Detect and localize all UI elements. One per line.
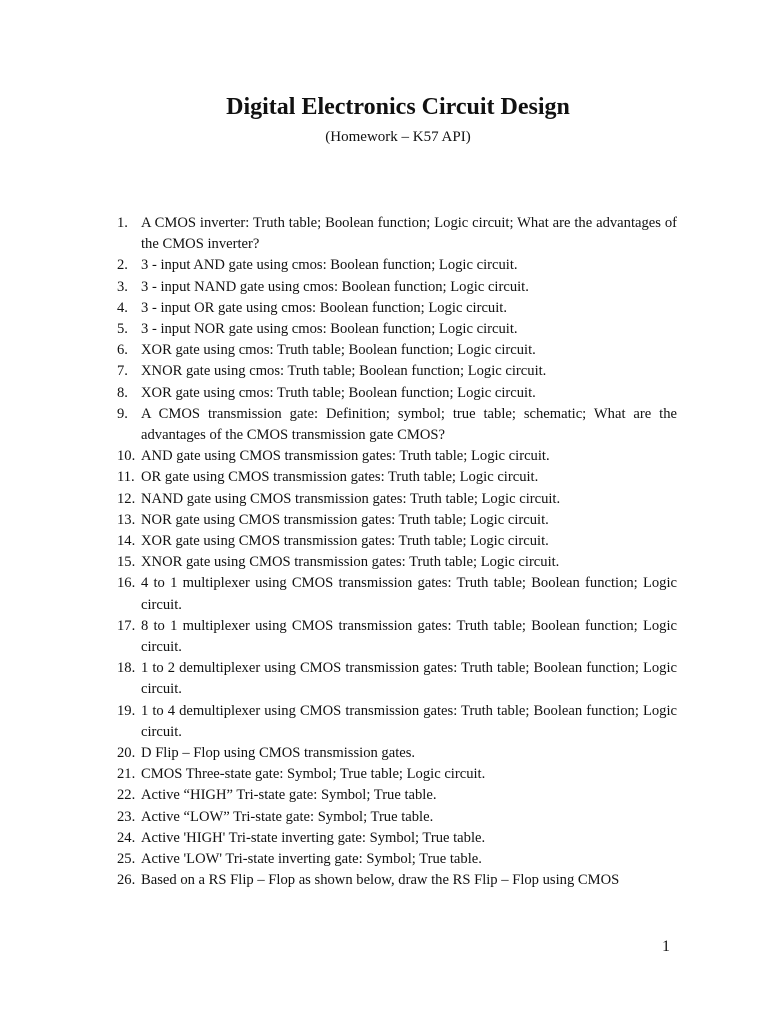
question-item: [117, 807, 677, 828]
question-text: Based on a RS Flip – Flop as shown below, draw the RS Flip – Flop using CMOS: [141, 872, 620, 889]
question-text: 3 - input OR gate using cmos: Boolean function; Logic circuit.: [141, 299, 507, 316]
question-number: 15.: [117, 554, 136, 571]
question-number: 21.: [117, 766, 136, 783]
page-number: 1: [662, 938, 670, 955]
question-item: [117, 361, 677, 382]
question-number: 10.: [117, 448, 136, 465]
question-item: [117, 383, 677, 404]
question-item: [117, 870, 677, 891]
question-text: Active “HIGH” Tri-state gate: Symbol; True table.: [141, 787, 437, 804]
question-text: 1 to 2 demultiplexer using CMOS transmission gates: Truth table; Boolean function; Logic circuit.: [141, 660, 677, 698]
question-text: XOR gate using CMOS transmission gates: Truth table; Logic circuit.: [141, 533, 549, 550]
question-number: 6.: [117, 342, 128, 359]
question-number: 22.: [117, 787, 136, 804]
question-text: XOR gate using cmos: Truth table; Boolean function; Logic circuit.: [141, 384, 536, 401]
question-number: 14.: [117, 533, 136, 550]
question-text: 1 to 4 demultiplexer using CMOS transmission gates: Truth table; Boolean function; Logic circuit.: [141, 702, 677, 740]
question-text: NAND gate using CMOS transmission gates: Truth table; Logic circuit.: [141, 490, 561, 507]
question-item: [117, 552, 677, 573]
question-number: 7.: [117, 363, 128, 380]
question-number: 19.: [117, 702, 136, 719]
question-item: [117, 340, 677, 361]
question-item: [117, 319, 677, 340]
question-text: 8 to 1 multiplexer using CMOS transmission gates: Truth table; Boolean function; Logic circuit.: [141, 617, 677, 656]
question-item: [117, 255, 677, 276]
question-item: [117, 785, 677, 806]
question-item: [117, 298, 677, 319]
question-item: [117, 446, 677, 467]
question-item: [117, 658, 677, 700]
question-number: 11.: [117, 469, 135, 486]
question-text: XOR gate using cmos: Truth table; Boolean function; Logic circuit.: [141, 342, 536, 359]
question-item: [117, 573, 677, 615]
question-number: 8.: [117, 384, 128, 401]
question-item: [117, 467, 677, 488]
question-text: CMOS Three-state gate: Symbol; True table; Logic circuit.: [141, 766, 486, 783]
question-number: 18.: [117, 660, 136, 677]
question-item: [117, 277, 677, 298]
question-item: [117, 701, 677, 743]
question-text: 3 - input NOR gate using cmos: Boolean function; Logic circuit.: [141, 321, 518, 338]
question-text: Active 'LOW' Tri-state inverting gate: Symbol; True table.: [141, 851, 482, 868]
question-text: XNOR gate using CMOS transmission gates: Truth table; Logic circuit.: [141, 554, 560, 571]
question-text: OR gate using CMOS transmission gates: Truth table; Logic circuit.: [141, 469, 539, 486]
question-item: [117, 213, 677, 255]
question-number: 23.: [117, 808, 136, 825]
question-list: [117, 213, 677, 892]
document-subtitle: (Homework – K57 API): [325, 129, 471, 145]
question-number: 25.: [117, 851, 136, 868]
question-text: A CMOS inverter: Truth table; Boolean function; Logic circuit; What are the advantages of the CMOS inverter?: [141, 215, 677, 253]
question-item: [117, 531, 677, 552]
question-item: [117, 828, 677, 849]
question-text: 4 to 1 multiplexer using CMOS transmission gates: Truth table; Boolean function; Logic circuit.: [141, 575, 677, 613]
question-number: 9.: [117, 405, 128, 422]
question-number: 12.: [117, 490, 136, 507]
question-number: 2.: [117, 257, 128, 274]
question-text: NOR gate using CMOS transmission gates: Truth table; Logic circuit.: [141, 511, 549, 528]
question-item: [117, 489, 677, 510]
question-text: Active 'HIGH' Tri-state inverting gate: Symbol; True table.: [141, 829, 486, 846]
question-text: 3 - input NAND gate using cmos: Boolean function; Logic circuit.: [141, 278, 529, 295]
question-number: 1.: [117, 215, 128, 231]
question-item: [117, 404, 677, 446]
question-item: [117, 743, 677, 764]
question-text: 3 - input AND gate using cmos: Boolean function; Logic circuit.: [141, 257, 518, 274]
question-text: Active “LOW” Tri-state gate: Symbol; True table.: [141, 808, 434, 825]
question-item: [117, 764, 677, 785]
question-text: XNOR gate using cmos: Truth table; Boolean function; Logic circuit.: [141, 363, 547, 380]
document-title: Digital Electronics Circuit Design: [226, 94, 570, 120]
question-item: [117, 510, 677, 531]
question-number: 20.: [117, 745, 136, 762]
question-text: D Flip – Flop using CMOS transmission gates.: [141, 745, 416, 762]
question-number: 16.: [117, 575, 136, 592]
question-number: 17.: [117, 617, 136, 634]
question-item: [117, 616, 677, 658]
question-number: 4.: [117, 299, 128, 316]
question-text: AND gate using CMOS transmission gates: Truth table; Logic circuit.: [141, 448, 550, 465]
question-number: 5.: [117, 321, 128, 338]
question-number: 24.: [117, 829, 136, 846]
question-item: [117, 849, 677, 870]
question-number: 13.: [117, 511, 136, 528]
question-text: A CMOS transmission gate: Definition; symbol; true table; schematic; What are the advantages of the CMOS transmission gate CMOS?: [141, 405, 677, 444]
question-number: 26.: [117, 872, 136, 889]
question-number: 3.: [117, 278, 128, 295]
